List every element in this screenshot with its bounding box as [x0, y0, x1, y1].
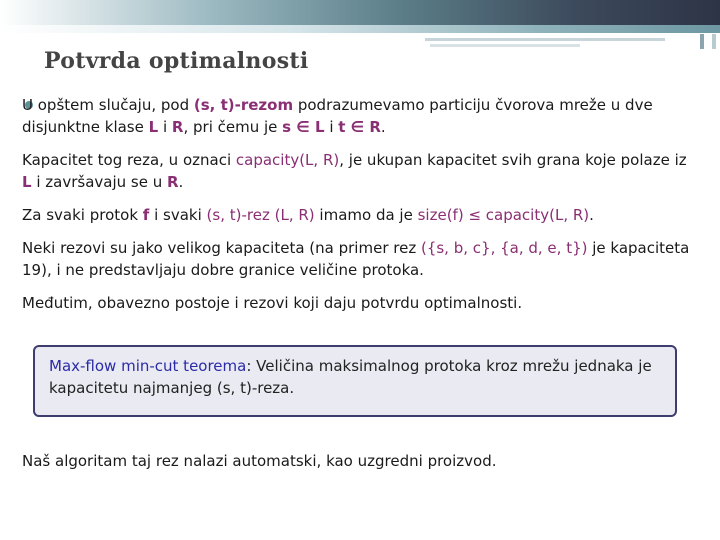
highlight-term: (L, R) — [274, 206, 315, 224]
paragraph-algorithm: Naš algoritam taj rez nalazi automatski, kao uzgredni proizvod. — [22, 452, 497, 470]
highlight-term: R — [166, 173, 179, 191]
highlight-term: capacity(L, R) — [235, 151, 340, 169]
highlight-term: ({s, b, c}, {a, d, e, t}) — [420, 239, 588, 257]
highlight-term: L — [22, 173, 32, 191]
highlight-term: R — [171, 118, 184, 136]
text: imamo da je — [314, 206, 418, 224]
decorative-line — [425, 38, 665, 41]
theorem-text: : Veličina maksimalnog protoka kroz mrežu jednaka je kapacitetu najmanjeg — [49, 357, 652, 397]
header-band — [0, 0, 720, 25]
text: i — [324, 118, 339, 136]
text: je kapaciteta 19), i ne predstavljaju dobre granice veličine protoka. — [22, 239, 690, 279]
text: U opštem slučaju, pod — [22, 96, 194, 114]
theorem-tail: -reza. — [251, 379, 295, 397]
highlight-term: t ∈ R — [338, 118, 381, 136]
theorem-cut: (s, t) — [216, 379, 252, 397]
text: i svaki — [149, 206, 207, 224]
paragraph-cut-definition — [22, 94, 694, 138]
slide-body — [22, 94, 694, 325]
text: . — [178, 173, 184, 191]
decorative-bar — [700, 34, 704, 49]
text: Kapacitet tog reza, u oznaci — [22, 151, 236, 169]
decorative-bar — [712, 34, 716, 49]
text: Neki rezovi su jako velikog kapaciteta (na primer rez — [22, 239, 421, 257]
highlight-term: (s, t)-rez — [206, 206, 270, 224]
highlight-term: (s, t)-rezom — [193, 96, 294, 114]
highlight-term: L — [148, 118, 159, 136]
paragraph-flow-bound — [22, 204, 694, 226]
text: , pri čemu je — [183, 118, 283, 136]
text: Za svaki protok — [22, 206, 143, 224]
text: i — [158, 118, 172, 136]
text: podrazumevamo particiju čvorova mreže u dve disjunktne klase — [22, 96, 653, 136]
theorem-title: Max-flow min-cut teorema — [49, 357, 247, 375]
highlight-formula: size(f) ≤ capacity(L, R) — [417, 206, 590, 224]
header-edge — [0, 25, 720, 33]
theorem-box — [33, 345, 677, 417]
paragraph-capacity-definition — [22, 149, 694, 193]
text: , je ukupan kapacitet svih grana koje polaze iz — [339, 151, 687, 169]
decorative-line — [430, 44, 580, 47]
slide-title: Potvrda optimalnosti — [44, 48, 309, 74]
paragraph-optimality: Međutim, obavezno postoje i rezovi koji daju potvrdu optimalnosti. — [22, 294, 523, 312]
highlight-term: f — [142, 206, 150, 224]
text: i završavaju se u — [31, 173, 167, 191]
highlight-term: s ∈ L — [282, 118, 325, 136]
text: . — [589, 206, 594, 224]
paragraph-large-cuts — [22, 237, 694, 281]
text: . — [380, 118, 386, 136]
